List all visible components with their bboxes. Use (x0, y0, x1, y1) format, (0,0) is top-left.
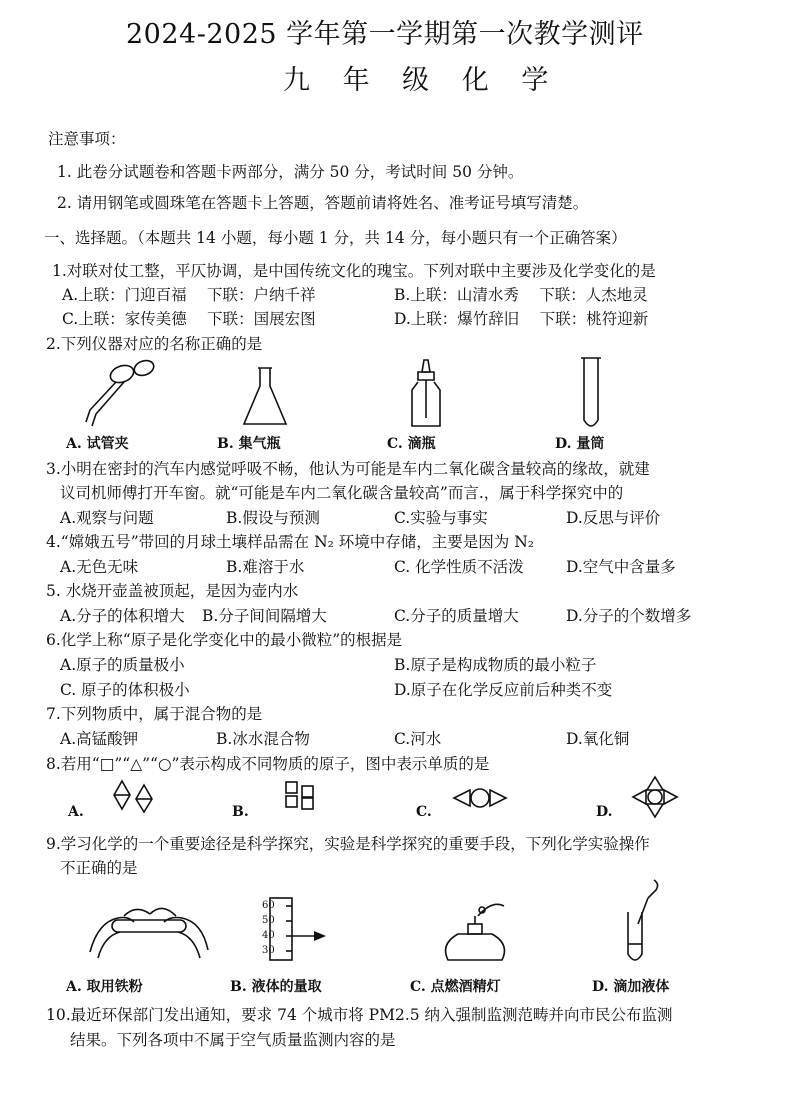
q6-option-c: C. 原子的体积极小 (60, 681, 190, 699)
cylinder-tick-40: 40 (262, 930, 275, 941)
dropper-and-test-tube-image (622, 878, 662, 966)
q8-option-a-diagram (112, 780, 156, 812)
q3-stem-line2: 议司机师傅打开车窗。就“可能是车内二氧化碳含量较高”而言.，属于科学探究中的 (60, 484, 624, 502)
q8-option-d-diagram (632, 776, 678, 818)
q9-label-a: A. 取用铁粉 (66, 979, 143, 995)
alcohol-lamp-image (438, 898, 514, 964)
q3-option-b: B.假设与预测 (226, 509, 320, 527)
q2-label-d: D. 量筒 (555, 436, 605, 452)
test-tube-image (576, 356, 606, 432)
cylinder-tick-60: 60 (262, 900, 275, 911)
q8-stem: 8.若用“□”“△”“○”表示构成不同物质的原子，图中表示单质的是 (46, 755, 490, 773)
test-tube-clamp-image (78, 360, 168, 430)
q7-option-a: A.高锰酸钾 (60, 730, 139, 748)
q4-option-c: C. 化学性质不活泼 (394, 558, 524, 576)
q1-option-d: D.上联：爆竹辞旧 下联：桃符迎新 (394, 310, 649, 328)
q9-label-d: D. 滴加液体 (592, 979, 670, 995)
q3-option-a: A.观察与问题 (60, 509, 154, 527)
q6-option-b: B.原子是构成物质的最小粒子 (394, 656, 597, 674)
section-heading: 一、选择题。（本题共 14 小题，每小题 1 分，共 14 分，每小题只有一个正确答案） (44, 229, 627, 247)
notice-item-1: 1. 此卷分试题卷和答题卡两部分，满分 50 分，考试时间 50 分钟。 (57, 163, 524, 181)
iron-powder-handling-image (84, 892, 214, 964)
q8-label-d: D. (596, 804, 613, 820)
q5-option-c: C.分子的质量增大 (394, 607, 519, 625)
q5-stem: 5. 水烧开壶盖被顶起，是因为壶内水 (46, 582, 299, 600)
q9-stem-line1: 9.学习化学的一个重要途径是科学探究，实验是科学探究的重要手段，下列化学实验操作 (46, 835, 650, 853)
q2-label-b: B. 集气瓶 (217, 436, 281, 452)
q3-option-d: D.反思与评价 (566, 509, 661, 527)
q10-stem-line2: 结果。下列各项中不属于空气质量监测内容的是 (70, 1031, 396, 1049)
q5-option-b: B.分子间间隔增大 (202, 607, 327, 625)
q6-option-d: D.原子在化学反应前后种类不变 (394, 681, 613, 699)
q9-label-c: C. 点燃酒精灯 (410, 979, 501, 995)
q1-stem: 1.对联对仗工整，平仄协调，是中国传统文化的瑰宝。下列对联中主要涉及化学变化的是 (52, 262, 656, 280)
q7-option-c: C.河水 (394, 730, 442, 748)
exam-subtitle: 九 年 级 化 学 (283, 65, 561, 96)
q6-option-a: A.原子的质量极小 (60, 656, 185, 674)
q2-label-a: A. 试管夹 (66, 436, 129, 452)
cylinder-tick-50: 50 (262, 915, 275, 926)
exam-title: 2024-2025 学年第一学期第一次教学测评 (126, 19, 644, 50)
q8-label-b: B. (232, 804, 249, 820)
q4-option-b: B.难溶于水 (226, 558, 305, 576)
q3-stem-line1: 3.小明在密封的汽车内感觉呼吸不畅，他认为可能是车内二氧化碳含量较高的缘故，就建 (46, 460, 650, 478)
q4-option-d: D.空气中含量多 (566, 558, 676, 576)
q2-stem: 2.下列仪器对应的名称正确的是 (46, 335, 263, 353)
q7-stem: 7.下列物质中，属于混合物的是 (46, 705, 263, 723)
q8-label-a: A. (68, 804, 84, 820)
q8-option-b-diagram (284, 780, 328, 810)
notice-item-2: 2. 请用钢笔或圆珠笔在答题卡上答题，答题前请将姓名、准考证号填写清楚。 (57, 194, 589, 212)
q5-option-d: D.分子的个数增多 (566, 607, 692, 625)
cylinder-tick-30: 30 (262, 945, 275, 956)
q9-label-b: B. 液体的量取 (230, 979, 322, 995)
q10-stem-line1: 10.最近环保部门发出通知，要求 74 个城市将 PM2.5 纳入强制监测范畴并向市民公布监测 (46, 1006, 673, 1024)
notice-heading: 注意事项： (48, 130, 126, 148)
q7-option-d: D.氧化铜 (566, 730, 630, 748)
q3-option-c: C.实验与事实 (394, 509, 488, 527)
conical-flask-image (240, 366, 290, 428)
q4-stem: 4.“嫦娥五号”带回的月球土壤样品需在 N₂ 环境中存储，主要是因为 N₂ (46, 533, 534, 551)
q1-option-c: C.上联：家传美德 下联：国展宏图 (62, 310, 316, 328)
q5-option-a: A.分子的体积增大 (60, 607, 185, 625)
q1-option-b: B.上联：山清水秀 下联：人杰地灵 (394, 286, 648, 304)
dropper-bottle-image (408, 358, 444, 430)
q6-stem: 6.化学上称“原子是化学变化中的最小微粒”的根据是 (46, 631, 403, 649)
q4-option-a: A.无色无味 (60, 558, 139, 576)
q9-stem-line2: 不正确的是 (60, 859, 138, 877)
q2-label-c: C. 滴瓶 (387, 436, 436, 452)
q1-option-a: A.上联：门迎百福 下联：户纳千祥 (62, 286, 316, 304)
q7-option-b: B.冰水混合物 (216, 730, 310, 748)
q8-label-c: C. (416, 804, 432, 820)
q8-option-c-diagram (452, 786, 508, 810)
